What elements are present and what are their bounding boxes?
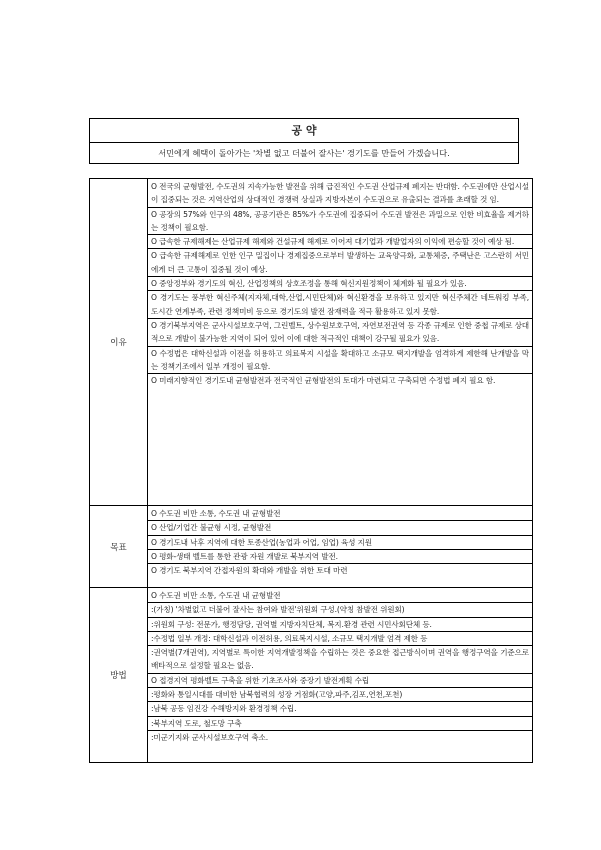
pledge-subtitle: 서민에게 혜택이 돌아가는 '차별 없고 더불어 잘사는' 경기도를 만들어 가겠습니다. <box>158 148 450 158</box>
pledge-title: 공 약 <box>90 119 518 143</box>
pledge-detail-table <box>89 178 533 763</box>
list-item: O 수정법은 대학신설과 이전을 허용하고 의료복지 시설을 확대하고 소규모 택지개발을 엄격하게 제한해 난개발을 막는 정책기조에서 일부 개정이 필요함. <box>148 347 532 375</box>
list-item: :미군기지와 군사시설보호구역 축소. <box>151 732 268 742</box>
list-item: O 미래지향적인 경기도내 균형발전과 전국적인 균형발전의 토대가 마련되고 구축되면 수정법 폐지 필요 함. <box>151 376 496 386</box>
list-item: O 경기도 북부지역 간접자원의 확대와 개발을 위한 토대 마련 <box>151 566 348 576</box>
pledge-header-box <box>89 118 519 164</box>
table-row-goal <box>90 506 533 588</box>
list-item: O 중앙정부와 경기도의 혁신, 산업정책의 상호조정을 통해 혁신지원정책이 체계화 될 필요가 있음. <box>148 277 532 291</box>
row-content-reason <box>148 179 533 506</box>
row-label-goal: 목표 <box>90 506 148 588</box>
list-item: O 수도권 비만 소통, 수도권 내 균형발전 <box>148 589 532 603</box>
list-item: :권역별(7개권역), 지역별로 특이한 지역개발정책을 수립하는 것은 중요한 접근방식이며 권역을 행정구역을 기준으로 배타적으로 설정할 필요는 없음. <box>148 646 532 674</box>
list-item: O 경기북부지역은 군사시설보호구역, 그린벨트, 상수원보호구역, 자연보전권역 등 각종 규제로 인한 중첩 규제로 상대적으로 개발이 불가능한 지역이 되어 있어 이에 대한 적극적인 대책이 강구될 필요가 있음. <box>148 319 532 347</box>
row-content-goal <box>148 506 533 588</box>
list-item: O 접경지역 평화벨트 구축을 위한 기초조사와 중장기 발전계획 수립 <box>148 674 532 688</box>
list-item: O 전국의 균형발전, 수도권의 지속가능한 발전을 위해 급진적인 수도권 산업규제 폐지는 반대함. 수도권에만 산업시설이 집중되는 것은 지역산업의 상대적인 경쟁력 상실과 지방자본이 수도권으로 유출되는 결과를 초래할 것 임. <box>148 180 532 208</box>
list-item: :평화와 통일시대를 대비한 남북협력의 성장 거점화(고양,파주,김포,연천,포천) <box>148 688 532 702</box>
list-item: O 산업/기업간 불균형 시정, 균형발전 <box>148 521 532 535</box>
row-label-reason: 이유 <box>90 179 148 506</box>
list-item: :(가칭) '차별없고 더불어 잘사는 참여와 발전'위원회 구성.(약칭 참발전 위원회) <box>148 603 532 617</box>
row-content-method <box>148 588 533 763</box>
table-row-method <box>90 588 533 763</box>
list-item: O 급속한 규제해제로 인한 인구 밀집이나 경제집중으로부터 발생하는 교육양극화, 교통체증, 주택난은 고스란히 서민에게 더 큰 고통이 집중될 것이 예상. <box>148 249 532 277</box>
list-item: O 급속한 규제해제는 산업규제 해제와 건설규제 해제로 이어져 대기업과 개발업자의 이익에 편승할 것이 예상 됨. <box>148 235 532 249</box>
list-item: O 경기도내 낙후 지역에 대한 토종산업(농업과 어업, 임업) 육성 지원 <box>148 536 532 550</box>
list-item: O 공장의 57%와 인구의 48%, 공공기관은 85%가 수도권에 집중되어 수도권 발전은 과밀으로 인한 비효율을 제거하는 정책이 필요함. <box>148 208 532 236</box>
list-item: :위원회 구성: 전문가, 행정담당, 권역별 지방자치단체, 복지.환경 관련 시민사회단체 등. <box>148 618 532 632</box>
table-row-reason <box>90 179 533 506</box>
list-item: O 평화-생태 벨트를 통한 관광 자원 개발로 북부지역 발전. <box>148 550 532 564</box>
row-label-method: 방법 <box>90 588 148 763</box>
list-item: O 수도권 비만 소통, 수도권 내 균형발전 <box>148 507 532 521</box>
list-item: :남북 공동 임진강 수해방지와 환경정책 수립. <box>148 702 532 716</box>
list-item: :북부지역 도로, 철도망 구축 <box>148 717 532 731</box>
list-item: :수정법 일부 개정: 대학신설과 이전허용, 의료복지시설, 소규모 택지개발 엄격 제한 등 <box>148 632 532 646</box>
list-item: O 경기도는 풍부한 혁신주체(지자체,대학,산업,시민단체)와 혁신환경을 보유하고 있지만 혁신주체간 네트워킹 부족, 도시간 연계부족, 관련 정책미비 등으로 경기도의 발전 잠재력을 적극 활용하고 있지 못함. <box>148 291 532 319</box>
